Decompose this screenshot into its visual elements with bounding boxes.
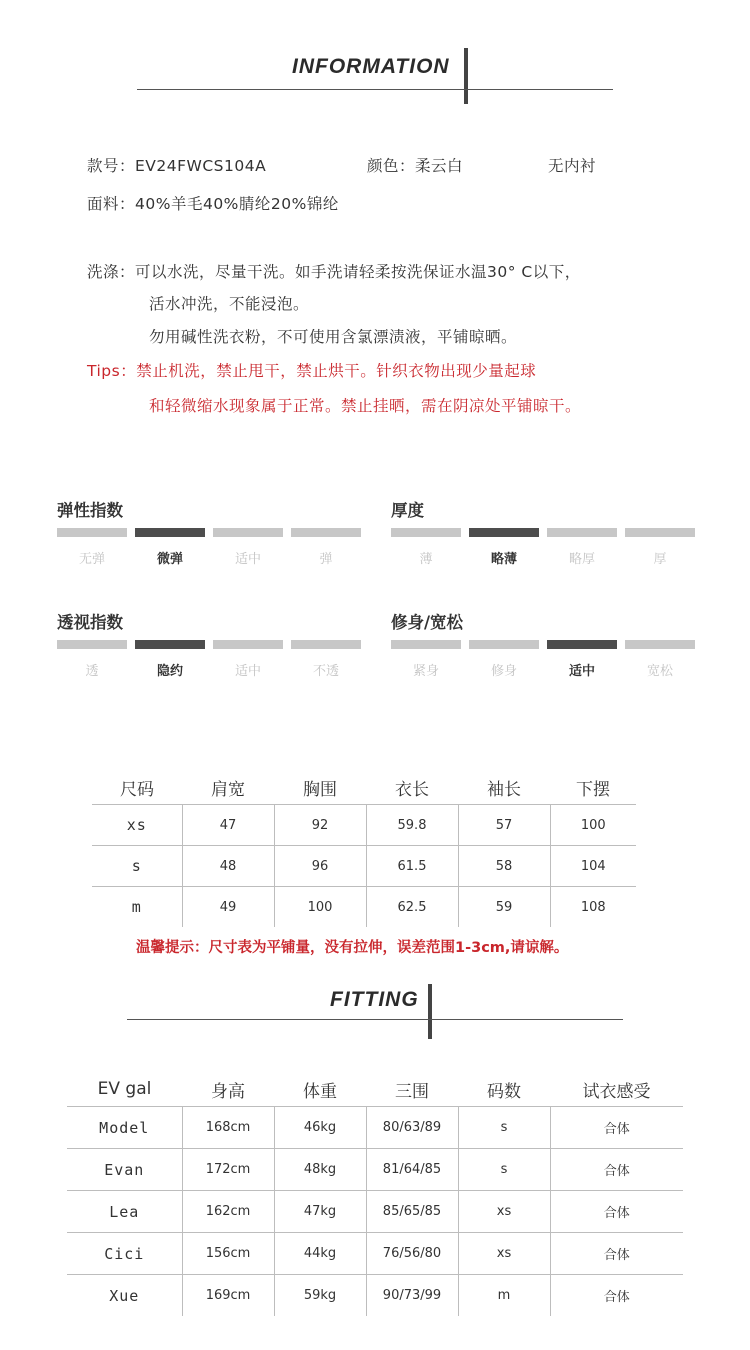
information-divider xyxy=(137,89,613,90)
fitting-table-cell: Xue xyxy=(67,1275,182,1317)
fitting-table-cell: 合体 xyxy=(550,1191,683,1233)
rating-option-label: 不透 xyxy=(312,664,339,679)
rating-bar xyxy=(625,528,695,537)
fitting-table-cell: 90/73/99 xyxy=(366,1275,458,1317)
rating-option-label: 紧身 xyxy=(412,664,439,679)
rating-bar xyxy=(57,528,127,537)
size-table xyxy=(92,770,636,927)
rating-bar xyxy=(547,640,617,649)
rating-bar xyxy=(469,528,539,537)
rating-title: 透视指数 xyxy=(57,613,123,632)
fitting-table-cell: 46kg xyxy=(274,1107,366,1149)
size-table-column-header: 肩宽 xyxy=(211,779,245,800)
rating-bar xyxy=(625,640,695,649)
fitting-table-cell: 59kg xyxy=(274,1275,366,1317)
fitting-table-cell: 85/65/85 xyxy=(366,1191,458,1233)
rating-bar xyxy=(469,640,539,649)
fitting-table-row xyxy=(67,1275,683,1317)
rating-title: 弹性指数 xyxy=(57,501,123,520)
rating-option-label: 厚 xyxy=(653,552,667,567)
fitting-table-cell: m xyxy=(458,1275,550,1317)
fitting-table-cell: 156cm xyxy=(182,1233,274,1275)
size-table-header-row xyxy=(92,770,636,805)
rating-bar xyxy=(391,528,461,537)
size-table-row xyxy=(92,805,636,846)
size-table-cell: 104 xyxy=(550,846,636,887)
fitting-table-cell: 168cm xyxy=(182,1107,274,1149)
fitting-table-column-header: 码数 xyxy=(487,1081,521,1102)
rating-bar xyxy=(391,640,461,649)
size-table-row xyxy=(92,846,636,887)
wash-instructions-line-3: 勿用碱性洗衣粉，不可使用含氯漂渍液，平铺晾晒。 xyxy=(149,328,518,346)
rating-option-label: 无弹 xyxy=(78,552,105,567)
size-table-cell: 92 xyxy=(274,805,366,846)
fitting-table-row xyxy=(67,1233,683,1275)
size-table-cell: m xyxy=(92,887,182,928)
information-title-bar xyxy=(464,48,468,104)
size-table-cell: 57 xyxy=(458,805,550,846)
fitting-table-cell: s xyxy=(458,1107,550,1149)
rating-option-label: 适中 xyxy=(234,552,261,567)
size-table-cell: 100 xyxy=(274,887,366,928)
rating-option-label: 透 xyxy=(85,664,99,679)
fitting-table-column-header: 体重 xyxy=(303,1081,337,1102)
size-table-cell: 59 xyxy=(458,887,550,928)
fitting-table-cell: s xyxy=(458,1149,550,1191)
size-table-cell: xs xyxy=(92,805,182,846)
fitting-table-row xyxy=(67,1149,683,1191)
size-note: 温馨提示：尺寸表为平铺量，没有拉伸，误差范围1-3cm,请谅解。 xyxy=(136,940,569,956)
size-table-column-header: 袖长 xyxy=(487,779,521,800)
tips-line-2: 和轻微缩水现象属于正常。禁止挂晒，需在阴凉处平铺晾干。 xyxy=(149,397,582,415)
fitting-table-cell: 48kg xyxy=(274,1149,366,1191)
wash-instructions-line-1: 洗涤：可以水洗，尽量干洗。如手洗请轻柔按洗保证水温30° C以下， xyxy=(87,263,581,281)
size-table-cell: 59.8 xyxy=(366,805,458,846)
fitting-title-bar xyxy=(428,984,432,1039)
rating-bar xyxy=(213,640,283,649)
size-table-cell: 58 xyxy=(458,846,550,887)
lining-value: 无内衬 xyxy=(548,157,597,175)
rating-option-label: 薄 xyxy=(419,552,433,567)
size-table-cell: s xyxy=(92,846,182,887)
fitting-table-column-header: EV gal xyxy=(97,1079,152,1099)
fitting-table-cell: 合体 xyxy=(550,1233,683,1275)
fitting-table-cell: 合体 xyxy=(550,1149,683,1191)
fitting-table-cell: Lea xyxy=(67,1191,182,1233)
rating-bar xyxy=(135,640,205,649)
rating-bar xyxy=(547,528,617,537)
rating-option-label: 略薄 xyxy=(490,552,517,567)
fitting-table-column-header: 三围 xyxy=(395,1081,429,1102)
size-table-row xyxy=(92,887,636,928)
fitting-table-cell: xs xyxy=(458,1233,550,1275)
fitting-table-cell: 47kg xyxy=(274,1191,366,1233)
rating-option-label: 宽松 xyxy=(646,664,673,679)
fitting-table-cell: 162cm xyxy=(182,1191,274,1233)
fitting-table-cell: xs xyxy=(458,1191,550,1233)
rating-bar xyxy=(291,528,361,537)
tips-line-1: Tips：禁止机洗，禁止甩干，禁止烘干。针织衣物出现少量起球 xyxy=(87,362,537,380)
rating-option-label: 微弹 xyxy=(156,552,183,567)
fabric-composition: 面料：40%羊毛40%腈纶20%锦纶 xyxy=(87,195,339,213)
size-table-cell: 100 xyxy=(550,805,636,846)
fitting-table-cell: 169cm xyxy=(182,1275,274,1317)
style-number: 款号：EV24FWCS104A xyxy=(87,157,267,175)
fitting-table-cell: Model xyxy=(67,1107,182,1149)
fitting-table-cell: 81/64/85 xyxy=(366,1149,458,1191)
fitting-table-column-header: 身高 xyxy=(211,1081,245,1102)
information-title: INFORMATION xyxy=(292,55,450,78)
fitting-table-cell: Cici xyxy=(67,1233,182,1275)
rating-title: 厚度 xyxy=(391,501,424,520)
rating-option-label: 隐约 xyxy=(156,664,183,679)
size-table-column-header: 衣长 xyxy=(395,779,429,800)
fitting-divider xyxy=(127,1019,623,1020)
rating-option-label: 弹 xyxy=(319,552,333,567)
fitting-table-cell: 合体 xyxy=(550,1275,683,1317)
fitting-table-column-header: 试衣感受 xyxy=(582,1081,651,1102)
fitting-table-header-row xyxy=(67,1072,683,1107)
size-table-cell: 47 xyxy=(182,805,274,846)
color-value: 颜色：柔云白 xyxy=(367,157,464,175)
size-table-cell: 96 xyxy=(274,846,366,887)
rating-option-label: 略厚 xyxy=(568,552,595,567)
fitting-table-cell: 44kg xyxy=(274,1233,366,1275)
size-table-cell: 49 xyxy=(182,887,274,928)
rating-option-label: 适中 xyxy=(568,664,595,679)
rating-bar xyxy=(213,528,283,537)
size-table-column-header: 尺码 xyxy=(120,779,154,800)
fitting-table-row xyxy=(67,1107,683,1149)
size-table-cell: 108 xyxy=(550,887,636,928)
rating-option-label: 适中 xyxy=(234,664,261,679)
rating-bar xyxy=(57,640,127,649)
fitting-table-cell: 172cm xyxy=(182,1149,274,1191)
rating-option-label: 修身 xyxy=(490,664,517,679)
rating-bar xyxy=(291,640,361,649)
fitting-title: FITTING xyxy=(330,988,419,1011)
size-table-cell: 48 xyxy=(182,846,274,887)
fitting-table-cell: 80/63/89 xyxy=(366,1107,458,1149)
rating-title: 修身/宽松 xyxy=(391,613,464,632)
fitting-table-cell: 合体 xyxy=(550,1107,683,1149)
fitting-table xyxy=(67,1072,683,1316)
wash-instructions-line-2: 活水冲洗，不能浸泡。 xyxy=(149,295,310,313)
size-table-column-header: 下摆 xyxy=(576,779,610,800)
fitting-table-cell: Evan xyxy=(67,1149,182,1191)
size-table-cell: 61.5 xyxy=(366,846,458,887)
size-table-column-header: 胸围 xyxy=(303,779,337,800)
fitting-table-row xyxy=(67,1191,683,1233)
rating-bar xyxy=(135,528,205,537)
size-table-cell: 62.5 xyxy=(366,887,458,928)
fitting-table-cell: 76/56/80 xyxy=(366,1233,458,1275)
